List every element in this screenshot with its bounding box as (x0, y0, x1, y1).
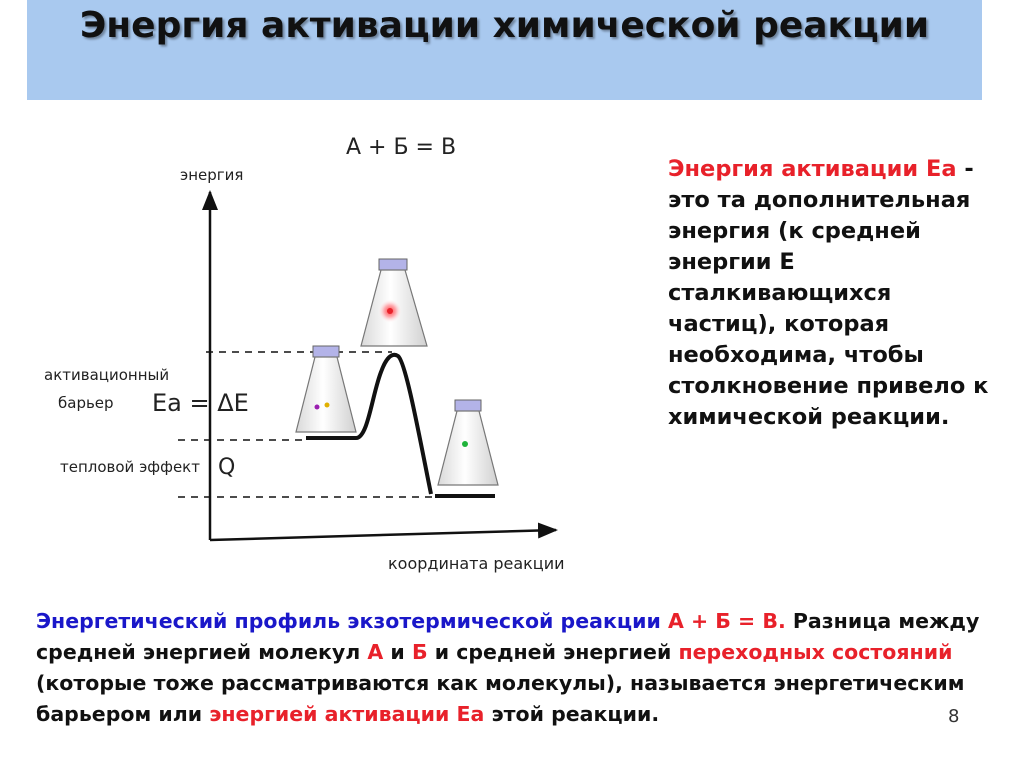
y-axis-label: энергия (180, 166, 244, 184)
energy-profile-diagram (0, 120, 600, 580)
transition-state-flask-icon (361, 259, 427, 346)
barrier-label-line1: активационный (44, 366, 170, 384)
caption-activation-energy: энергией активации Ea (209, 702, 485, 726)
caption-transition-states: переходных состояний (678, 640, 953, 664)
caption-molecule-b: Б (411, 640, 428, 664)
caption-text-1: Разница между средней энергией молекул (36, 609, 980, 664)
product-flask-icon (438, 400, 498, 485)
barrier-label-line2: барьер (58, 394, 114, 412)
caption-reaction-equation: А + Б = В. (667, 609, 786, 633)
x-axis-label: координата реакции (388, 554, 565, 573)
ea-expression: Ea = ΔE (152, 389, 249, 417)
caption-text-4: этой реакции. (484, 702, 660, 726)
slide-number: 8 (948, 706, 960, 727)
x-axis (210, 530, 556, 540)
thermal-effect-label: тепловой эффект (60, 458, 200, 476)
caption-text-3: (которые тоже рассматриваются как молекулы), называется энергетическим барьером или (36, 671, 965, 726)
q-label: Q (218, 455, 236, 480)
caption-text-and: и (383, 640, 412, 664)
reactants-flask-icon (296, 346, 356, 432)
caption-profile-title: Энергетический профиль экзотермической реакции (36, 609, 668, 633)
equation-label: А + Б = В (346, 135, 457, 160)
activation-energy-definition (668, 154, 998, 433)
caption-molecule-a: А (367, 640, 384, 664)
diagram-caption (36, 606, 1004, 730)
slide-title: Энергия активации химической реакции (79, 5, 930, 46)
definition-term: Энергия активации Ea (668, 156, 957, 182)
definition-text: - это та дополнительная энергия (к средней энергии Е сталкивающихся частиц), которая необходима, чтобы столкновение привело к химической реакции. (668, 156, 989, 430)
caption-text-2: и средней энергией (427, 640, 679, 664)
